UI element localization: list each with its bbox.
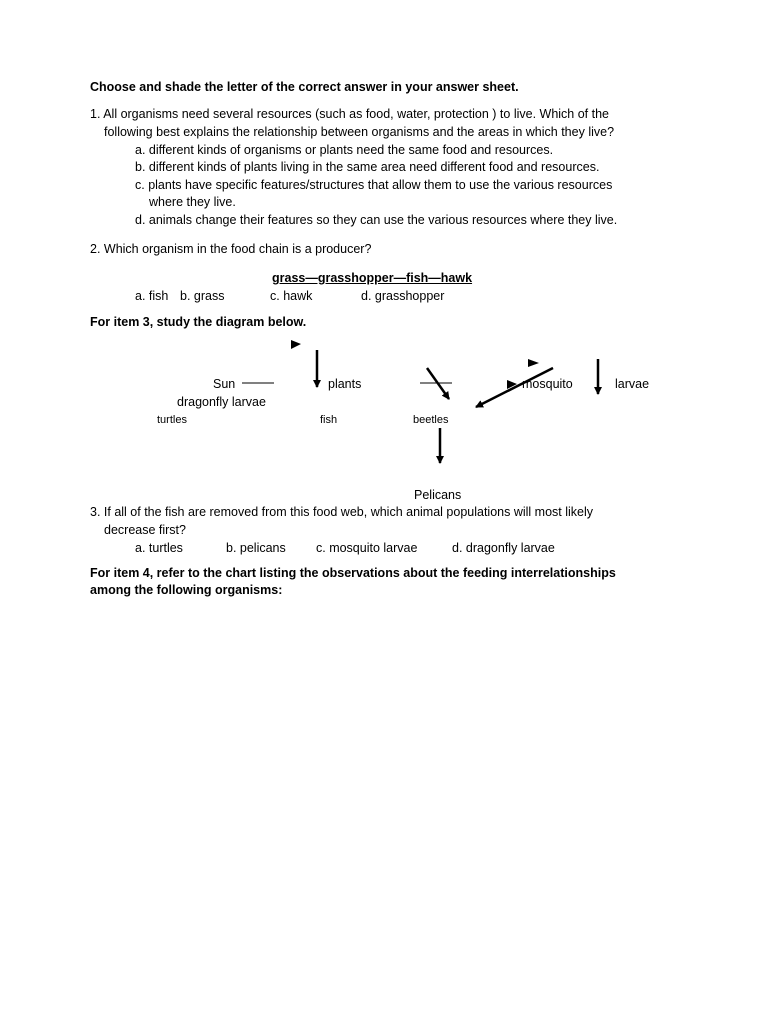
q3-option-a: a. turtles (135, 541, 183, 555)
label-mosquito: mosquito (522, 377, 573, 391)
q1-option-a: a. different kinds of organisms or plants need the same food and resources. (135, 143, 554, 157)
q2-option-a: a. fish (135, 289, 169, 303)
item4-line2: among the following organisms: (90, 583, 283, 597)
q2-question: 2. Which organism in the food chain is a producer? (90, 242, 372, 256)
q1-option-c: c. plants have specific features/structures that allow them to use the various resources (135, 178, 613, 192)
food-chain: grass—grasshopper—fish—hawk (272, 271, 473, 285)
q3-option-d: d. dragonfly larvae (452, 541, 555, 555)
label-sun: Sun (213, 377, 236, 391)
q1-line1: 1. All organisms need several resources (such as food, water, protection ) to live. Which of the (90, 107, 610, 121)
label-pelicans: Pelicans (414, 488, 462, 502)
q1-option-c-cont: where they live. (149, 195, 236, 209)
q3-line2: decrease first? (104, 523, 186, 537)
q1-line2: following best explains the relationship between organisms and the areas in which they live? (104, 125, 615, 139)
instructions: Choose and shade the letter of the correct answer in your answer sheet. (90, 80, 519, 94)
label-larvae: larvae (615, 377, 650, 391)
q1-option-d: d. animals change their features so they can use the various resources where they live. (135, 213, 618, 227)
q3-option-b: b. pelicans (226, 541, 286, 555)
q3-line1: 3. If all of the fish are removed from this food web, which animal populations will most likely (90, 505, 594, 519)
q1-option-b: b. different kinds of plants living in the same area need different food and resources. (135, 160, 600, 174)
q2-option-b: b. grass (180, 289, 225, 303)
label-beetles: beetles (413, 414, 449, 426)
label-plants: plants (328, 377, 362, 391)
q2-option-c: c. hawk (270, 289, 313, 303)
item4-line1: For item 4, refer to the chart listing the observations about the feeding interrelationships (90, 566, 616, 580)
arrowhead-icon (528, 359, 539, 367)
arrowhead-icon (291, 340, 301, 349)
label-turtles: turtles (157, 414, 187, 426)
label-fish: fish (320, 414, 338, 426)
q3-option-c: c. mosquito larvae (316, 541, 418, 555)
q2-option-d: d. grasshopper (361, 289, 445, 303)
label-dragonfly-larvae: dragonfly larvae (177, 395, 266, 409)
item3-intro: For item 3, study the diagram below. (90, 315, 307, 329)
